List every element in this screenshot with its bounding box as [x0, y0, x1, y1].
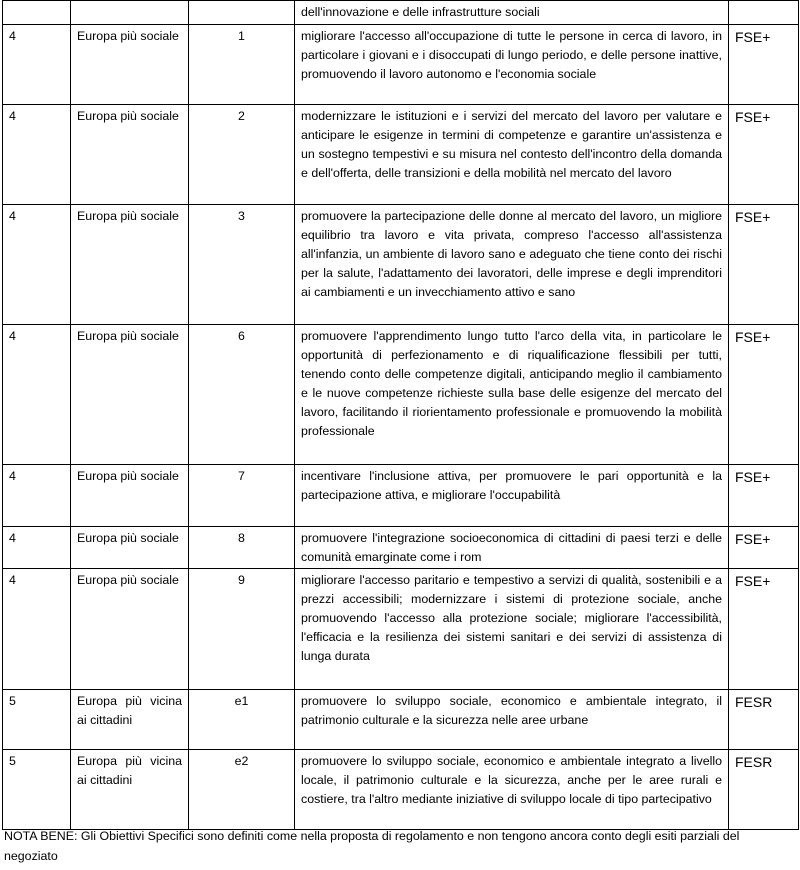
footnote: NOTA BENE: Gli Obiettivi Specifici sono definiti come nella proposta di regolamento e non tengono ancora conto degli esiti parziali del negoziato	[4, 829, 740, 863]
cell-description: modernizzare le istituzioni e i servizi del mercato del lavoro per valutare e anticipare le esigenze in termini di competenze e garantire un'assistenza e un sostegno tempestivi e su misura nel contesto dell'incontro della domanda e dell'offerta, delle transizioni e della mobilità nel mercato del lavoro	[295, 105, 729, 205]
cell-objective: Europa più vicina ai cittadini	[71, 690, 189, 750]
cell-fund: FSE+	[729, 25, 799, 105]
cell-code: 9	[189, 569, 295, 690]
cell-description: dell'innovazione e delle infrastrutture sociali	[295, 1, 729, 25]
cell-num: 4	[3, 527, 71, 569]
table-row	[3, 690, 799, 750]
cell-code: e2	[189, 750, 295, 830]
cell-description: promuovere l'apprendimento lungo tutto l'arco della vita, in particolare le opportunità di perfezionamento e di riqualificazione flessibili per tutti, tenendo conto delle competenze digitali, anticipando meglio il cambiamento e le nuove competenze richieste sulla base delle esigenze del mercato del lavoro, facilitando il riorientamento professionale e promuovendo la mobilità professionale	[295, 325, 729, 465]
cell-description: migliorare l'accesso paritario e tempestivo a servizi di qualità, sostenibili e a prezzi accessibili; modernizzare i sistemi di protezione sociale, anche promuovendo l'accesso alla protezione sociale; migliorare l'accessibilità, l'efficacia e la resilienza dei sistemi sanitari e dei servizi di assistenza di lunga durata	[295, 569, 729, 690]
cell-fund: FSE+	[729, 325, 799, 465]
cell-num: 4	[3, 325, 71, 465]
cell-fund: FESR	[729, 690, 799, 750]
table-row	[3, 105, 799, 205]
cell-num: 4	[3, 465, 71, 527]
cell-code: 3	[189, 205, 295, 325]
cell-objective: Europa più sociale	[71, 205, 189, 325]
cell-objective: Europa più sociale	[71, 25, 189, 105]
cell-description: promuovere lo sviluppo sociale, economico e ambientale integrato a livello locale, il patrimonio culturale e la sicurezza, anche per le aree rurali e costiere, tra l'altro mediante iniziative di sviluppo locale di tipo partecipativo	[295, 750, 729, 830]
cell-code	[189, 1, 295, 25]
cell-objective: Europa più sociale	[71, 325, 189, 465]
table-row	[3, 325, 799, 465]
cell-code: 2	[189, 105, 295, 205]
cell-description: promuovere lo sviluppo sociale, economico e ambientale integrato, il patrimonio culturale e la sicurezza nelle aree urbane	[295, 690, 729, 750]
table-row	[3, 527, 799, 569]
cell-num: 4	[3, 569, 71, 690]
table-row	[3, 465, 799, 527]
cell-fund: FSE+	[729, 105, 799, 205]
cell-fund: FSE+	[729, 527, 799, 569]
cell-num: 5	[3, 750, 71, 830]
cell-fund: FSE+	[729, 465, 799, 527]
table-row	[3, 25, 799, 105]
cell-objective: Europa più sociale	[71, 465, 189, 527]
cell-objective: Europa più sociale	[71, 527, 189, 569]
table-row	[3, 205, 799, 325]
cell-objective: Europa più sociale	[71, 105, 189, 205]
cell-description: migliorare l'accesso all'occupazione di tutte le persone in cerca di lavoro, in particolare i giovani e i disoccupati di lungo periodo, e delle persone inattive, promuovendo il lavoro autonomo e l'economia sociale	[295, 25, 729, 105]
cell-fund: FESR	[729, 750, 799, 830]
table-row-continuation	[3, 1, 799, 25]
cell-code: 6	[189, 325, 295, 465]
cell-fund	[729, 1, 799, 25]
cell-objective	[71, 1, 189, 25]
cell-num: 5	[3, 690, 71, 750]
cell-num	[3, 1, 71, 25]
cell-objective: Europa più vicina ai cittadini	[71, 750, 189, 830]
cell-fund: FSE+	[729, 569, 799, 690]
cell-num: 4	[3, 25, 71, 105]
cell-num: 4	[3, 205, 71, 325]
cell-description: promuovere l'integrazione socioeconomica di cittadini di paesi terzi e delle comunità emarginate come i rom	[295, 527, 729, 569]
table-row	[3, 569, 799, 690]
cell-objective: Europa più sociale	[71, 569, 189, 690]
table-row	[3, 750, 799, 830]
cell-num: 4	[3, 105, 71, 205]
cell-description: promuovere la partecipazione delle donne al mercato del lavoro, un migliore equilibrio tra lavoro e vita privata, compreso l'accesso all'assistenza all'infanzia, un ambiente di lavoro sano e adeguato che tiene conto dei rischi per la salute, l'adattamento dei lavoratori, delle imprese e degli imprenditori ai cambiamenti e un invecchiamento attivo e sano	[295, 205, 729, 325]
cell-fund: FSE+	[729, 205, 799, 325]
cell-code: e1	[189, 690, 295, 750]
cell-description: incentivare l'inclusione attiva, per promuovere le pari opportunità e la partecipazione attiva, e migliorare l'occupabilità	[295, 465, 729, 527]
cell-code: 1	[189, 25, 295, 105]
cell-code: 7	[189, 465, 295, 527]
cell-code: 8	[189, 527, 295, 569]
specific-objectives-table	[2, 0, 799, 830]
